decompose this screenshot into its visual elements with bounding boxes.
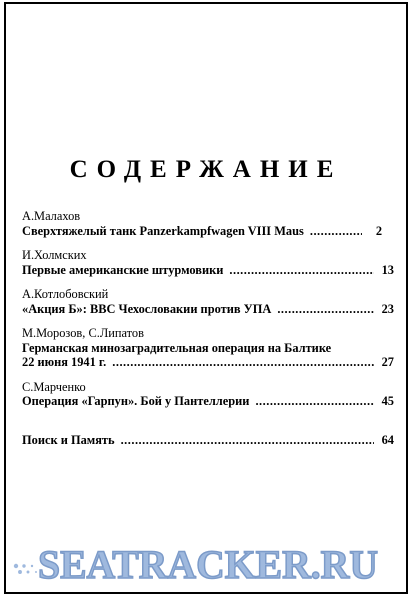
toc-line[interactable] <box>22 394 394 409</box>
toc-title-continued: 22 июня 1941 г. <box>22 355 107 369</box>
dot-leader <box>112 355 373 370</box>
table-of-contents <box>22 209 394 457</box>
toc-entry <box>22 209 394 238</box>
dot-leader <box>255 394 373 409</box>
contents-page <box>4 2 408 594</box>
toc-author: И.Холмских <box>22 248 87 262</box>
dot-leader <box>277 302 373 317</box>
toc-author: М.Морозов, С.Липатов <box>22 326 144 340</box>
dot-leader <box>229 263 373 278</box>
toc-entry <box>22 433 394 448</box>
toc-title: Операция «Гарпун». Бой у Пантеллерии <box>22 394 250 408</box>
toc-line[interactable] <box>22 355 394 370</box>
watermark-text: SEATRACKER.RU <box>38 542 378 587</box>
toc-title: Первые американские штурмовики <box>22 262 224 277</box>
toc-author: А.Малахов <box>22 209 81 223</box>
watermark-dot <box>22 564 25 567</box>
toc-title: Германская минозаградительная операция на Балтике <box>22 340 332 355</box>
toc-page-number: 2 <box>375 223 383 238</box>
toc-line[interactable] <box>22 302 394 317</box>
toc-page-number: 23 <box>381 301 394 316</box>
toc-page-number: 64 <box>381 432 394 447</box>
watermark-dot <box>35 571 37 573</box>
toc-author: С.Марченко <box>22 379 86 394</box>
toc-line[interactable] <box>22 263 394 278</box>
toc-page-number: 13 <box>381 262 394 277</box>
toc-entry <box>22 248 394 277</box>
watermark-dot <box>31 565 33 567</box>
watermark-dot <box>14 564 18 568</box>
toc-page-number: 27 <box>381 355 394 369</box>
toc-entry <box>22 380 394 409</box>
watermark-dots <box>14 564 37 574</box>
dot-leader <box>310 224 362 239</box>
dot-leader <box>121 433 374 448</box>
toc-title: «Акция Б»: ВВС Чехословакии против УПА <box>22 301 272 316</box>
toc-entry <box>22 287 394 316</box>
toc-entry <box>22 326 394 370</box>
toc-title: Сверхтяжелый танк Panzerkampfwagen VIII Maus <box>22 223 304 238</box>
toc-title: Поиск и Память <box>22 432 115 447</box>
toc-author: А.Котлобовский <box>22 287 109 301</box>
toc-page-number: 45 <box>381 394 394 408</box>
watermark-dot <box>27 571 30 574</box>
seatracker-watermark <box>8 528 408 592</box>
toc-line[interactable] <box>22 433 394 448</box>
toc-line[interactable] <box>22 224 394 239</box>
page-title: СОДЕРЖАНИЕ <box>69 156 343 183</box>
watermark-dot <box>18 570 22 574</box>
